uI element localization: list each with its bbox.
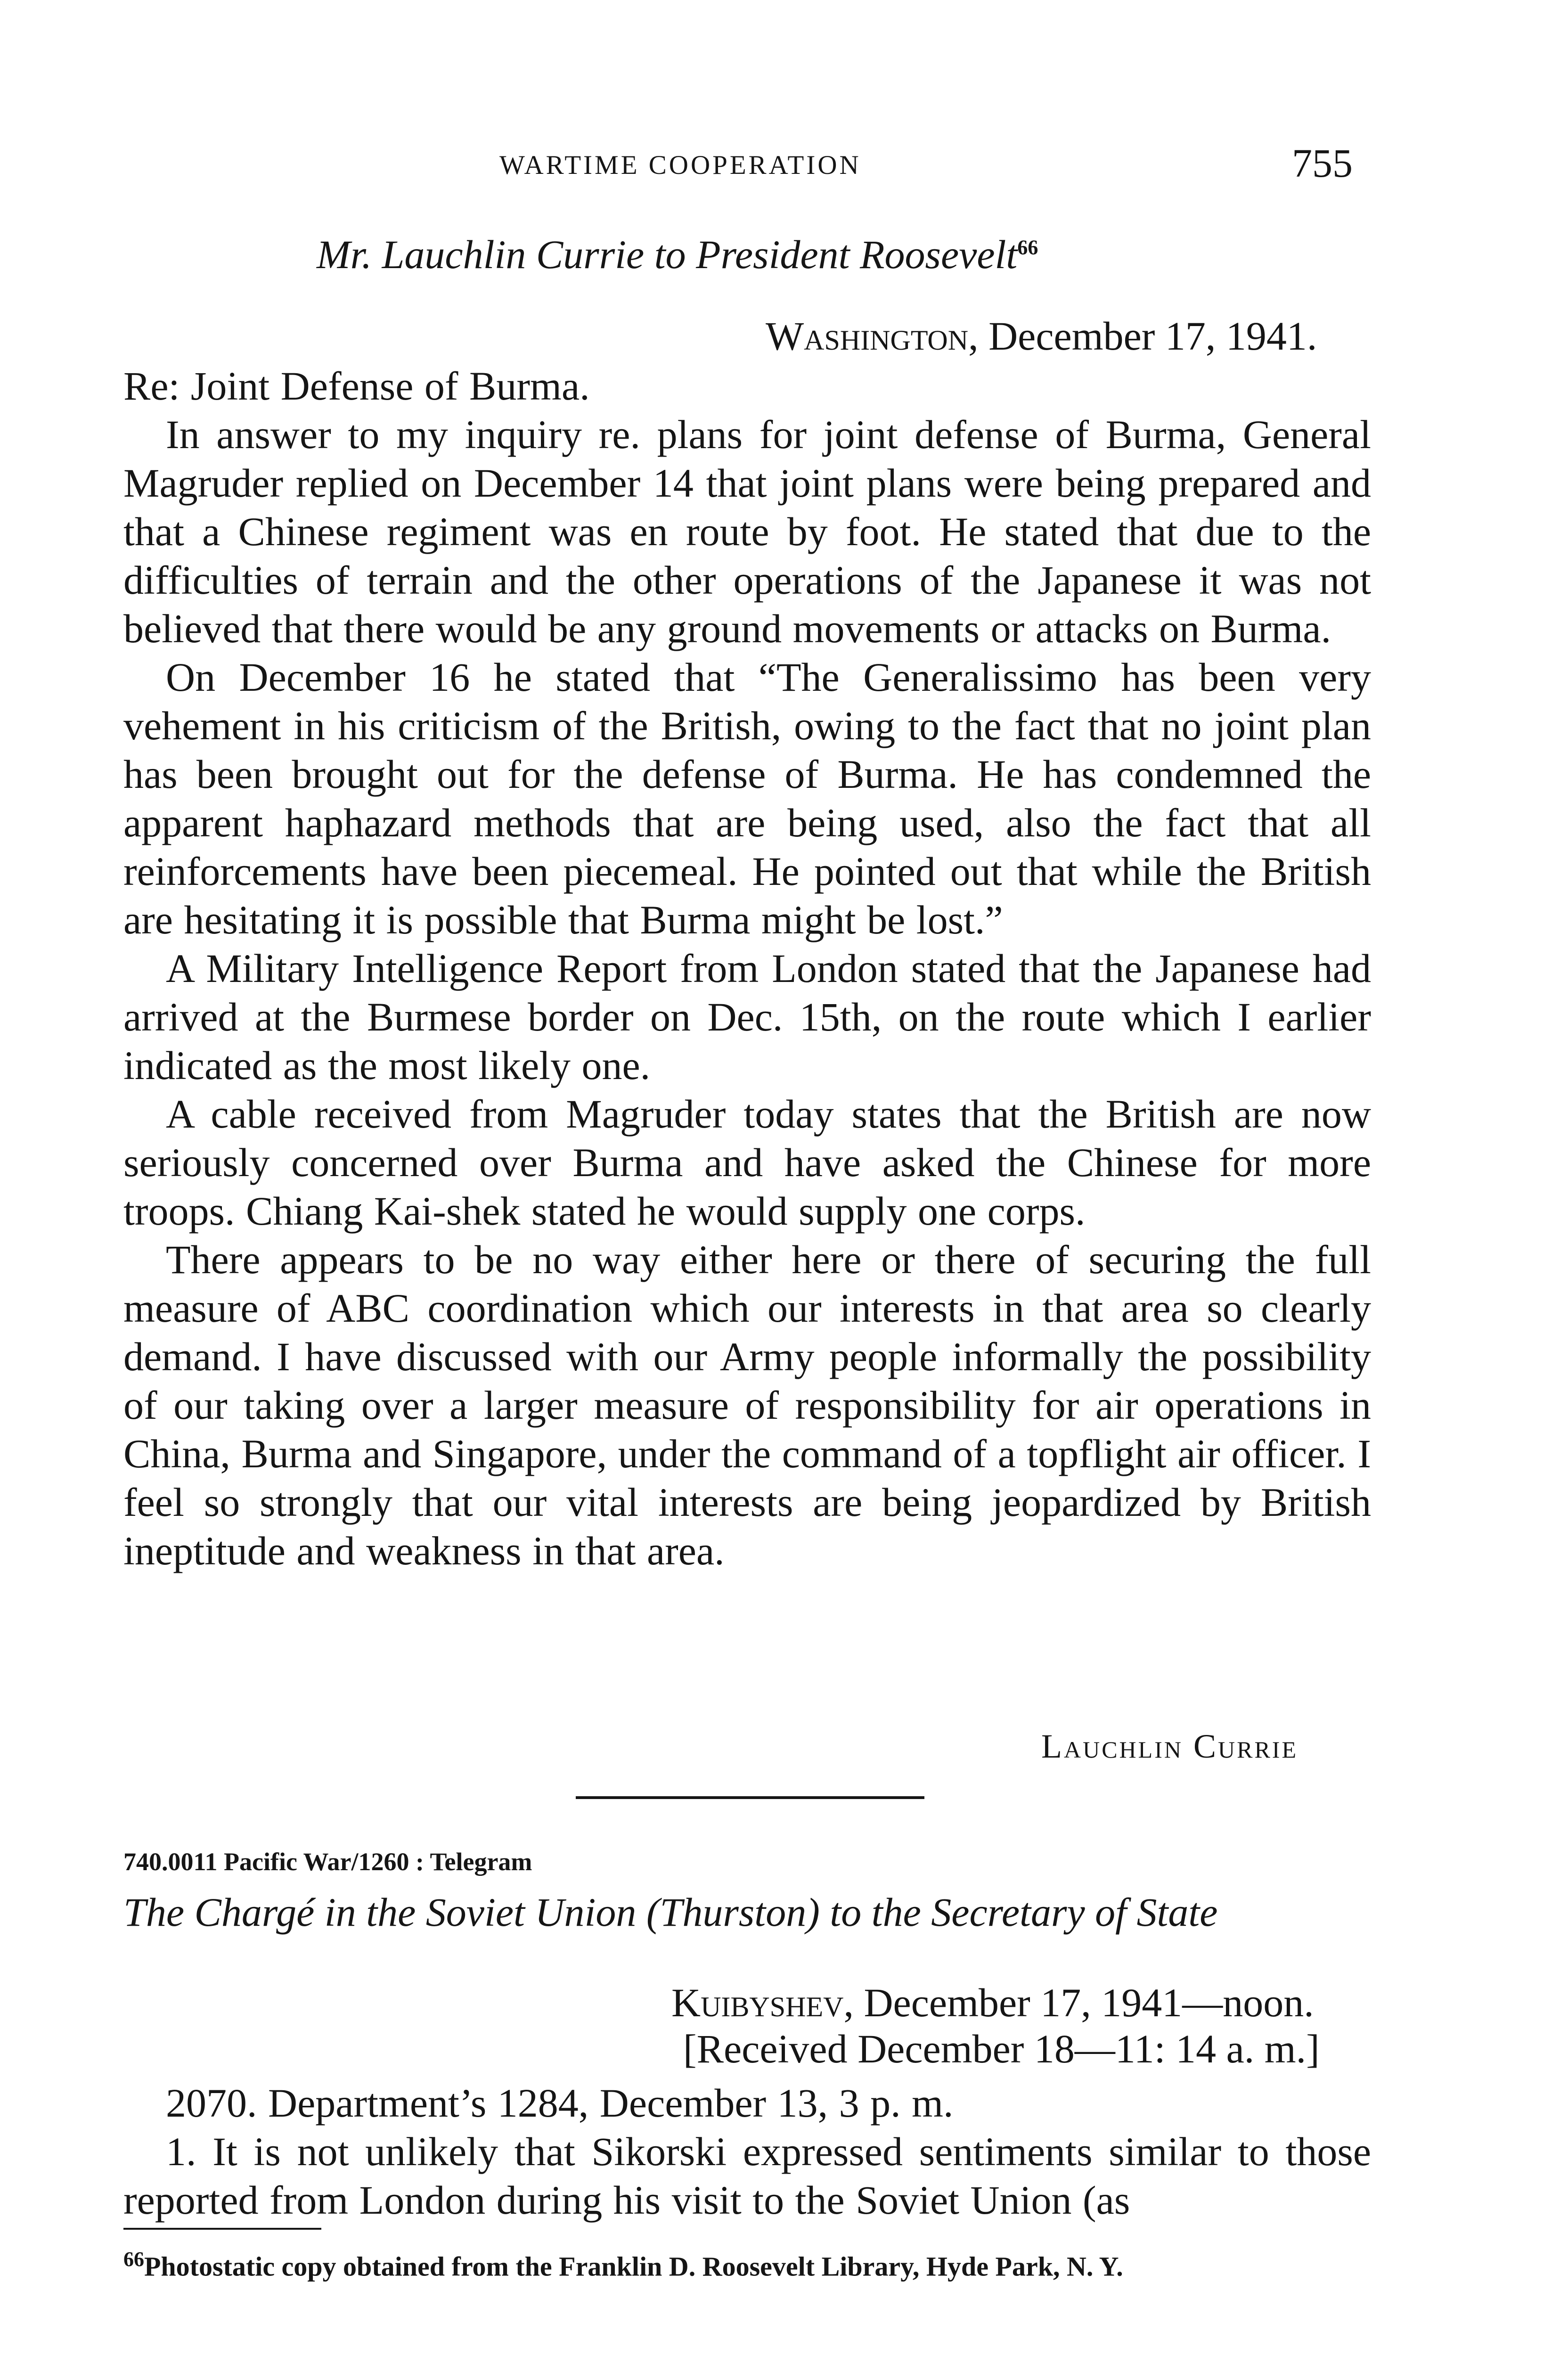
document-title [317, 231, 1038, 278]
dateline [766, 312, 1317, 360]
footnote-text: Photostatic copy obtained from the Franklin D. Roosevelt Library, Hyde Park, N. Y. [144, 2251, 1123, 2282]
footnote-mark: 66 [123, 2248, 144, 2271]
footnote [123, 2239, 1371, 2287]
dateline-city: Kuibyshev [671, 1980, 844, 2025]
paragraph: A Military Intelligence Report from London stated that the Japanese had arrived at the Burmese border on Dec. 15th, on the route which I earlier indicated as the most likely one. [123, 946, 1371, 1088]
paragraph: In answer to my inquiry re. plans for joint defense of Burma, General Magruder replied on December 14 that joint plans were being prepared and that a Chinese regiment was en route by foot. He stated that due to the difficulties of terrain and the other operations of the Japanese it was not believed that there would be any ground movements or attacks on Burma. [123, 412, 1371, 651]
paragraph: 1. It is not unlikely that Sikorski expressed sentiments similar to those reported from London during his visit to the Soviet Union (as [123, 2129, 1371, 2223]
signature: Lauchlin Currie [1041, 1727, 1298, 1765]
paragraph: On December 16 he stated that “The Generalissimo has been very vehement in his criticism of the British, owing to the fact that no joint plan has been brought out for the defense of Burma. He has condemned the apparent haphazard methods that are being used, also the fact that all reinforcements have been piecemeal. He pointed out that while the British are hesitating it is possible that Burma might be lost.” [123, 654, 1371, 942]
footnote-reference: 66 [1017, 236, 1038, 259]
dateline-date: , December 17, 1941—noon. [843, 1980, 1314, 2025]
subject-line: Re: Joint Defense of Burma. [123, 363, 590, 409]
dateline [671, 1979, 1314, 2026]
section-divider [576, 1796, 924, 1799]
paragraph: 2070. Department’s 1284, December 13, 3 p. m. [166, 2080, 954, 2126]
dateline-date: , December 17, 1941. [968, 313, 1317, 359]
paragraph: There appears to be no way either here or there of securing the full measure of ABC coordination which our interests in that area so clearly demand. I have discussed with our Army people informally the possibility of our taking over a larger measure of responsibility for air operations in China, Burma and Singapore, under the command of a topflight air officer. I feel so strongly that our vital interests are being jeopardized by British ineptitude and weakness in that area. [123, 1237, 1371, 1573]
telegram-body [123, 2079, 1371, 2225]
received-line: [Received December 18—11: 14 a. m.] [683, 2026, 1320, 2071]
running-head: WARTIME COOPERATION [499, 150, 861, 180]
page-number: 755 [1292, 140, 1353, 186]
document-title: The Chargé in the Soviet Union (Thurston) to the Secretary of State [123, 1890, 1218, 1935]
letter-body [123, 362, 1371, 1575]
footnote-divider [123, 2228, 321, 2230]
document-title-text: Mr. Lauchlin Currie to President Roosevelt [317, 232, 1018, 277]
paragraph: A cable received from Magruder today states that the British are now seriously concerned over Burma and have asked the Chinese for more troops. Chiang Kai-shek stated he would supply one corps. [123, 1091, 1371, 1234]
dateline-city: Washington [766, 313, 969, 359]
file-reference: 740.0011 Pacific War/1260 : Telegram [123, 1848, 532, 1876]
